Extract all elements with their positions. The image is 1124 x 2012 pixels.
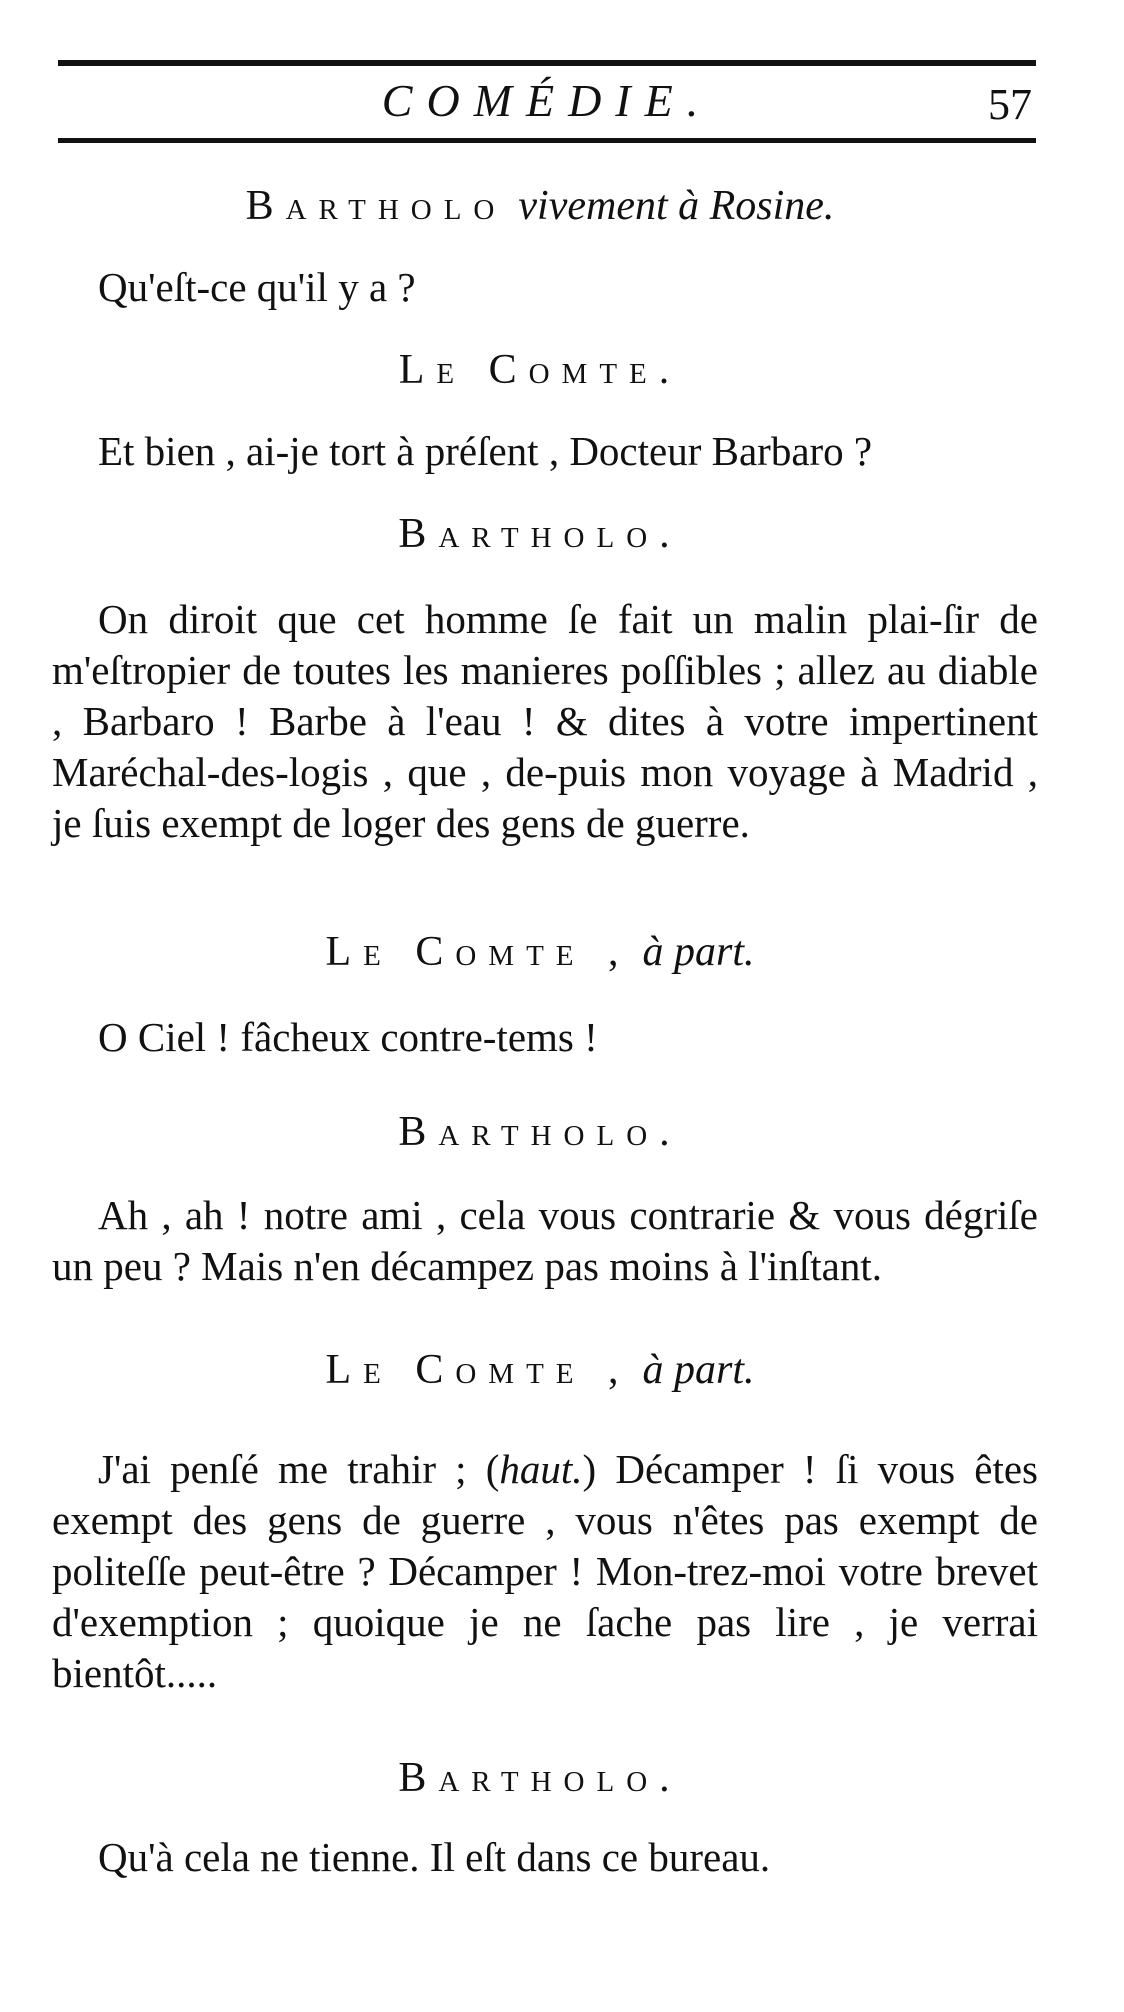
speech-text: On diroit que cet homme ſe fait un malin plai-ſir de m'eſtropier de toutes les manieres poſſibles ; allez au diable , Barbaro ! Barbe à l'eau ! & dites à votre impertinent Maréchal-des-logis , que , de-puis mon voyage à Madrid , je ſuis exempt de loger des gens de guerre. [52, 596, 1038, 846]
speech-text: Ah , ah ! notre ami , cela vous contrarie & vous dégriſe un peu ? Mais n'en décampez pas moins à l'inſtant. [52, 1192, 1038, 1289]
speaker-heading [50, 1344, 1030, 1396]
speaker-heading [50, 180, 1030, 232]
running-head-title: COMÉDIE. [381, 75, 713, 126]
speaker-name: Le Comte. [398, 347, 682, 393]
speaker-name: Bartholo. [398, 1755, 682, 1801]
speaker-heading [50, 1106, 1030, 1158]
inline-stage-direction: haut. [499, 1446, 583, 1492]
header-rule-top [58, 60, 1036, 66]
speech-text-before: J'ai penſé me trahir ; ( [98, 1446, 500, 1492]
stage-direction: à part. [642, 929, 755, 975]
speech-text-after: ) Décamper ! ſi vous êtes exempt des gens de guerre , vous n'êtes pas exempt de politeſſe peut-être ? Décamper ! Mon-trez-moi votre brevet d'exemption ; quoique je ne ſache pas lire , je verrai bientôt..... [52, 1446, 1038, 1696]
speaker-heading [50, 344, 1030, 396]
speaker-name: Bartholo [245, 183, 507, 229]
speaker-heading [50, 1752, 1030, 1804]
speaker-name: Bartholo. [398, 1109, 682, 1155]
speaker-heading [50, 508, 1030, 560]
speech-text [52, 1444, 1038, 1699]
speech-text: Qu'eſt-ce qu'il y a ? [98, 264, 416, 310]
page-number: 57 [988, 80, 1032, 129]
speech-text: Qu'à cela ne tienne. Il eſt dans ce bureau. [98, 1834, 771, 1880]
speaker-name: Le Comte , [325, 929, 631, 975]
speech-text: Et bien , ai-je tort à préſent , Docteur Barbaro ? [98, 428, 873, 474]
speaker-name: Le Comte , [325, 1347, 631, 1393]
speaker-heading [50, 926, 1030, 978]
header-rule-bottom [58, 138, 1036, 143]
speaker-name: Bartholo. [398, 511, 682, 557]
speech-text: O Ciel ! fâcheux contre-tems ! [98, 1014, 598, 1060]
stage-direction: vivement à Rosine. [518, 183, 835, 229]
stage-direction: à part. [642, 1347, 755, 1393]
